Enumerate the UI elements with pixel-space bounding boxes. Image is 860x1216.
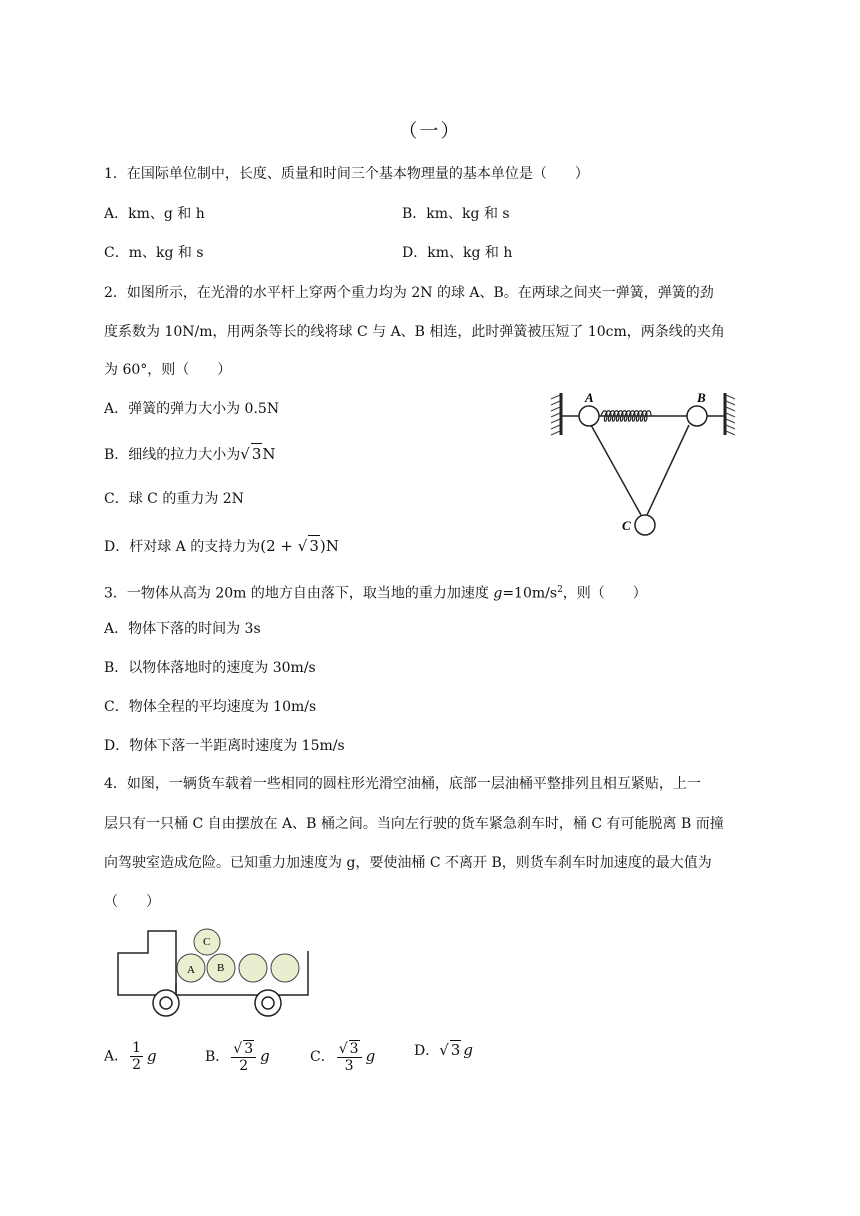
- q2-option-d-radicand: 3: [309, 537, 319, 555]
- q4-stem-line1: 4．如图，一辆货车载着一些相同的圆柱形光滑空油桶，底部一层油桶平整排列且相互紧贴，上一: [104, 776, 701, 792]
- q2-option-b-unit: N: [262, 445, 276, 463]
- q1-option-a: A．km、g 和 h: [104, 206, 205, 222]
- q1-stem: 1．在国际单位制中，长度、质量和时间三个基本物理量的基本单位是（ ）: [104, 166, 589, 182]
- q4-option-c-g: g: [365, 1047, 376, 1065]
- q3-option-c: C．物体全程的平均速度为 10m/s: [104, 699, 317, 715]
- q1-option-b: B．km、kg 和 s: [402, 206, 510, 222]
- ball-c: [635, 515, 655, 535]
- q4-stem-line2: 层只有一只桶 C 自由摆放在 A、B 桶之间。当向左行驶的货车紧急刹车时，桶 C 有可能脱离 B 而撞: [104, 816, 724, 832]
- q3-stem-pre: 3．一物体从高为 20m 的地方自由落下，取当地的重力加速度: [104, 585, 494, 602]
- q3-stem: [104, 580, 647, 604]
- q4-option-a-den: 2: [132, 1057, 142, 1073]
- q4-stem-line4: （ ）: [104, 894, 160, 910]
- ball-b: [687, 406, 707, 426]
- q4-option-d-sqrt-sign: √: [439, 1041, 449, 1059]
- q4-stem-line3: 向驾驶室造成危险。已知重力加速度为 g，要使油桶 C 不离开 B，则货车刹车时加速度的最大值为: [104, 855, 712, 871]
- q4-option-d-g: g: [463, 1041, 473, 1059]
- q4-option-a-fraction: [130, 1040, 143, 1073]
- barrel-a-label: A: [187, 964, 195, 976]
- q2-option-d: [104, 535, 339, 557]
- q3-option-b: B．以物体落地时的速度为 30m/s: [104, 660, 316, 676]
- left-wall-hatch: [551, 395, 560, 435]
- q4-option-b-num: 3: [244, 1041, 254, 1057]
- q4-option-a-label: A．: [104, 1048, 129, 1065]
- section-title: （一）: [398, 120, 462, 142]
- q2-option-d-close: )N: [319, 537, 339, 555]
- q3-stem-g: g: [493, 585, 503, 602]
- q3-stem-post: ，则（ ）: [562, 585, 647, 602]
- q1-option-d: D．km、kg 和 h: [402, 245, 513, 261]
- q4-option-c-fraction: [337, 1040, 362, 1074]
- q4-option-b-den: 2: [239, 1058, 249, 1074]
- q4-option-b: [205, 1040, 270, 1074]
- q4-option-d-label: D．: [414, 1043, 440, 1059]
- q4-option-b-g: g: [260, 1047, 270, 1065]
- q4-option-a-g: g: [147, 1046, 157, 1065]
- barrel-b-label: B: [217, 962, 225, 974]
- q4-truck-figure: [110, 925, 315, 1020]
- right-wall-hatch: [726, 395, 735, 435]
- q2-stem-line2: 度系数为 10N/m，用两条等长的线将球 C 与 A、B 相连，此时弹簧被压短了 10cm，两条线的夹角: [104, 324, 725, 340]
- q2-stem-line1: 2．如图所示，在光滑的水平杆上穿两个重力均为 2N 的球 A、B。在两球之间夹一弹簧，弹簧的劲: [104, 285, 714, 301]
- q3-option-a: A．物体下落的时间为 3s: [104, 621, 261, 637]
- rear-wheel-hub: [262, 997, 274, 1009]
- q4-option-d: [414, 1040, 473, 1060]
- truck-cab: [118, 931, 176, 995]
- q4-option-c-den: 3: [344, 1058, 354, 1074]
- front-wheel-hub: [160, 997, 172, 1009]
- q4-option-a: [104, 1040, 157, 1073]
- q2-option-a: A．弹簧的弹力大小为 0.5N: [104, 401, 280, 417]
- q4-option-c: [310, 1040, 375, 1074]
- q2-option-b-sqrt-sign: √: [240, 445, 250, 463]
- q4-option-a-num: 1: [132, 1040, 142, 1056]
- q4-option-b-label: B．: [205, 1049, 230, 1065]
- q2-option-d-sqrt-sign: √: [297, 537, 308, 555]
- label-a: A: [585, 390, 594, 405]
- label-c: C: [622, 518, 631, 533]
- q2-option-d-text: D．杆对球 A 的支持力为: [104, 539, 261, 555]
- q3-stem-sup: 2: [557, 585, 563, 595]
- q4-option-b-fraction: [231, 1040, 256, 1074]
- q2-option-b-radicand: 3: [251, 445, 262, 463]
- barrel-c-label: C: [203, 936, 211, 948]
- q2-option-c: C．球 C 的重力为 2N: [104, 491, 244, 507]
- q2-option-d-open: (2 +: [260, 537, 298, 555]
- ball-a: [579, 406, 599, 426]
- q3-stem-val: =10m/s: [502, 585, 558, 602]
- q2-stem-line3: 为 60°，则（ ）: [104, 362, 232, 378]
- q3-option-d: D．物体下落一半距离时速度为 15m/s: [104, 738, 345, 754]
- q4-option-b-num-wrap: √ 3: [231, 1040, 256, 1058]
- q4-option-d-radicand: 3: [450, 1041, 461, 1059]
- q2-spring-figure: [545, 385, 745, 540]
- barrel-4: [271, 954, 299, 982]
- q4-option-c-label: C．: [310, 1049, 335, 1065]
- string-ac: [591, 425, 641, 515]
- q1-option-c: C．m、kg 和 s: [104, 245, 204, 261]
- barrel-3: [239, 954, 267, 982]
- label-b: B: [697, 390, 706, 405]
- string-bc: [647, 425, 689, 515]
- q2-option-b-text: B．细线的拉力大小为: [104, 447, 241, 463]
- q4-option-c-num-wrap: √ 3: [337, 1040, 362, 1058]
- q2-option-b: [104, 443, 276, 465]
- q4-option-c-num: 3: [349, 1041, 359, 1057]
